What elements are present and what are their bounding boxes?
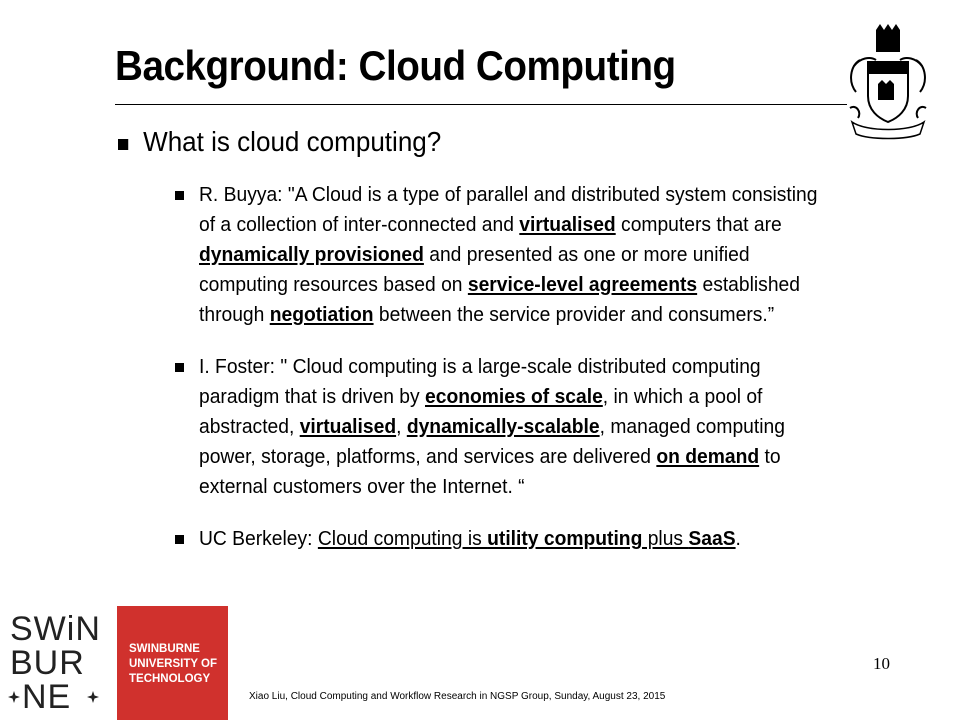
text-line: dynamically provisioned and presented as one or more unified: [199, 243, 750, 266]
question-item: [118, 126, 441, 158]
underlined-phrase: Cloud computing is utility computing plus SaaS: [317, 527, 736, 550]
text-line: of a collection of inter-connected and virtualised computers that are: [199, 213, 782, 236]
slide-title: Background: Cloud Computing: [115, 42, 676, 89]
text-line: UC Berkeley: Cloud computing is utility computing plus SaaS.: [199, 527, 741, 550]
page-number: 10: [873, 654, 890, 673]
text-line: R. Buyya: "A Cloud is a type of parallel and distributed system consisting: [199, 183, 818, 206]
swinburne-logo: [0, 606, 228, 720]
square-bullet-icon: [175, 363, 184, 372]
star-icon: [7, 690, 21, 704]
text-line: external customers over the Internet. “: [199, 475, 525, 498]
crest-icon: [846, 22, 930, 140]
star-icon: [86, 690, 100, 704]
emphasis-term: virtualised: [299, 415, 397, 438]
text-line: abstracted, virtualised, dynamically-scalable, managed computing: [199, 415, 785, 438]
buyya-definition: [175, 180, 895, 330]
logo-university-panel: [117, 606, 228, 720]
text-line: I. Foster: " Cloud computing is a large-scale distributed computing: [199, 355, 761, 378]
emphasis-term: dynamically-scalable: [406, 415, 600, 438]
logo-word: NE: [22, 678, 72, 716]
emphasis-term: virtualised: [519, 213, 616, 236]
foster-definition: [175, 352, 895, 502]
emphasis-term: dynamically provisioned: [199, 243, 424, 266]
square-bullet-icon: [175, 191, 184, 200]
university-name: SWINBURNE UNIVERSITY OF TECHNOLOGY: [129, 643, 217, 685]
text-line: power, storage, platforms, and services are delivered on demand to: [199, 445, 781, 468]
berkeley-definition: [175, 524, 895, 554]
logo-word: BUR: [10, 644, 85, 682]
emphasis-term: on demand: [656, 445, 760, 468]
square-bullet-icon: [118, 139, 128, 150]
emphasis-term: economies of scale: [425, 385, 603, 408]
question-text: What is cloud computing?: [143, 126, 442, 157]
title-divider: [115, 104, 847, 105]
emphasis-term: negotiation: [269, 303, 374, 326]
logo-word: SWiN: [10, 610, 101, 648]
text-line: computing resources based on service-level agreements established: [199, 273, 800, 296]
logo-wordmark-panel: [0, 606, 118, 720]
text-line: paradigm that is driven by economies of scale, in which a pool of: [199, 385, 763, 408]
footer-text: Xiao Liu, Cloud Computing and Workflow Research in NGSP Group, Sunday, August 23, 2015: [249, 691, 666, 702]
text-line: through negotiation between the service provider and consumers.”: [199, 303, 775, 326]
square-bullet-icon: [175, 535, 184, 544]
emphasis-term: service-level agreements: [467, 273, 698, 296]
